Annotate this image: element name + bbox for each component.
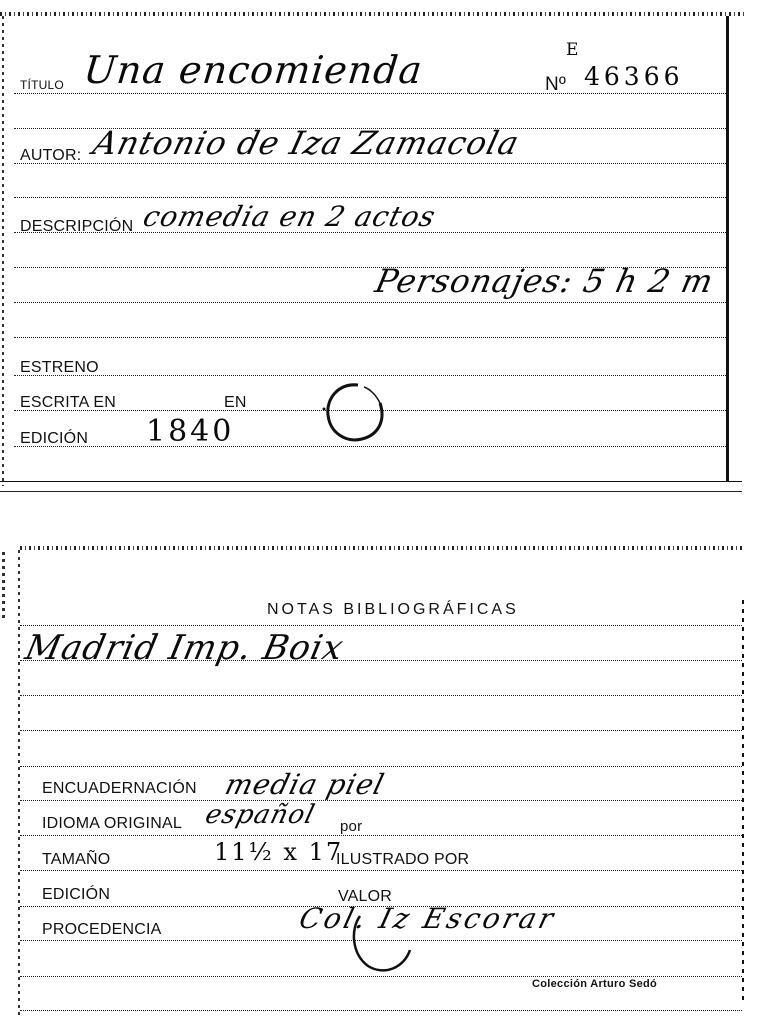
titulo-label: TÍTULO — [20, 78, 64, 92]
titulo-value: Una encomienda — [81, 48, 425, 92]
rule — [20, 766, 742, 767]
encuadernacion-value: media piel — [221, 768, 389, 801]
ilustrado-label: ILUSTRADO POR — [336, 851, 470, 868]
rule — [14, 93, 726, 94]
catalog-card-back — [0, 540, 759, 1028]
valor-label: VALOR — [338, 888, 393, 905]
rule — [20, 835, 742, 836]
estreno-label: ESTRENO — [20, 359, 99, 376]
collection-footer: Colección Arturo Sedó — [532, 978, 658, 990]
card-bottom-edge — [0, 481, 742, 482]
edicion-label: EDICIÓN — [20, 430, 89, 447]
rule — [20, 1010, 742, 1011]
tamano-value: 11½ x 17 — [214, 838, 344, 866]
punch-hole — [346, 906, 416, 978]
rule — [14, 375, 726, 376]
idioma-value: español — [202, 800, 319, 830]
card-right-edge — [742, 600, 744, 1000]
catalog-card-front — [0, 0, 759, 495]
por-label: por — [340, 818, 363, 835]
descripcion-label: DESCRIPCIÓN — [20, 218, 134, 235]
rule — [14, 197, 726, 198]
autor-value: Antonio de Iza Zamacola — [89, 124, 524, 162]
numero-label: Nº — [545, 74, 567, 95]
notas-value: Madrid Imp. Boix — [21, 628, 348, 668]
rule — [20, 870, 742, 871]
descripcion-value: comedia en 2 actos — [139, 200, 440, 233]
card-shadow-edge — [0, 491, 742, 492]
notas-heading: NOTAS BIBLIOGRÁFICAS — [267, 601, 519, 618]
idioma-label: IDIOMA ORIGINAL — [42, 815, 182, 832]
edicion-value: 1840 — [146, 414, 235, 449]
rule — [20, 800, 742, 801]
escrita-en-label: ESCRITA EN — [20, 394, 116, 411]
rule — [14, 337, 726, 338]
encuadernacion-label: ENCUADERNACIÓN — [42, 780, 197, 797]
card-left-edge — [18, 550, 20, 1016]
numero-prefix: E — [566, 40, 580, 60]
procedencia-value: Col. Iz Escorar — [295, 902, 560, 935]
card-top-edge — [20, 546, 743, 550]
rule — [14, 163, 726, 164]
tamano-label: TAMAÑO — [42, 851, 111, 868]
rule — [20, 730, 742, 731]
rule — [20, 625, 742, 626]
punch-hole — [318, 381, 392, 447]
procedencia-label: PROCEDENCIA — [42, 921, 162, 938]
autor-label: AUTOR: — [20, 147, 82, 164]
edicion-label: EDICIÓN — [42, 886, 111, 903]
card-tear-edge — [2, 552, 5, 622]
en-label: EN — [224, 394, 247, 411]
rule — [14, 302, 726, 303]
card-right-edge — [726, 16, 729, 482]
numero-value: 46366 — [584, 62, 684, 91]
card-left-edge — [2, 16, 4, 486]
rule — [20, 695, 742, 696]
personajes-value: Personajes: 5 h 2 m — [371, 262, 718, 300]
card-top-edge — [0, 12, 745, 16]
